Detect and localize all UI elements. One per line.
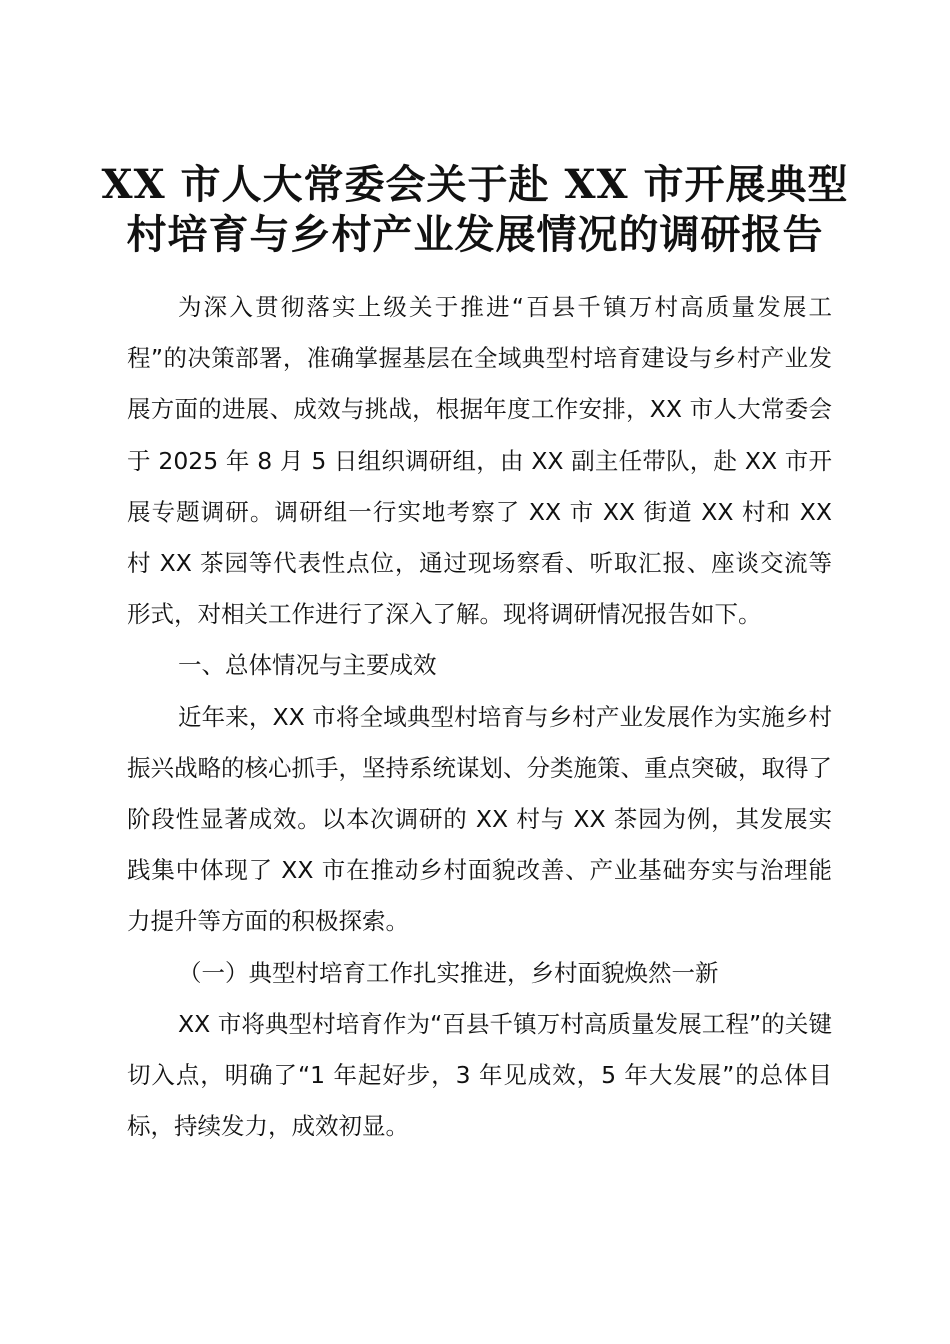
title-line-1: XX 市人大常委会关于赴 XX 市开展典型: [101, 161, 849, 208]
document-title: [100, 160, 850, 260]
section-paragraph: 近年来，XX 市将全域典型村培育与乡村产业发展作为实施乡村振兴战略的核心抓手，坚持系统谋划、分类施策、重点突破，取得了阶段性显著成效。以本次调研的 XX 村与 XX 茶园为例，其发展实践集中体现了 XX 市在推动乡村面貌改善、产业基础夯实与治理能力提升等方面的积极探索。: [127, 702, 832, 936]
intro-paragraph: 为深入贯彻落实上级关于推进“百县千镇万村高质量发展工程”的决策部署，准确掌握基层在全域典型村培育建设与乡村产业发展方面的进展、成效与挑战，根据年度工作安排，XX 市人大常委会于 2025 年 8 月 5 日组织调研组，由 XX 副主任带队，赴 XX 市开展专题调研。调研组一行实地考察了 XX 市 XX 街道 XX 村和 XX 村 XX 茶园等代表性点位，通过现场察看、听取汇报、座谈交流等形式，对相关工作进行了深入了解。现将调研情况报告如下。: [127, 293, 832, 629]
section-heading: 一、总体情况与主要成效: [178, 651, 437, 680]
subsection-paragraph: XX 市将典型村培育作为“百县千镇万村高质量发展工程”的关键切入点，明确了“1 年起好步，3 年见成效，5 年大发展”的总体目标，持续发力，成效初显。: [127, 1009, 832, 1141]
title-line-2: 村培育与乡村产业发展情况的调研报告: [126, 211, 824, 258]
subsection-heading: （一）典型村培育工作扎实推进，乡村面貌焕然一新: [178, 958, 719, 987]
document-body: [127, 282, 832, 1152]
